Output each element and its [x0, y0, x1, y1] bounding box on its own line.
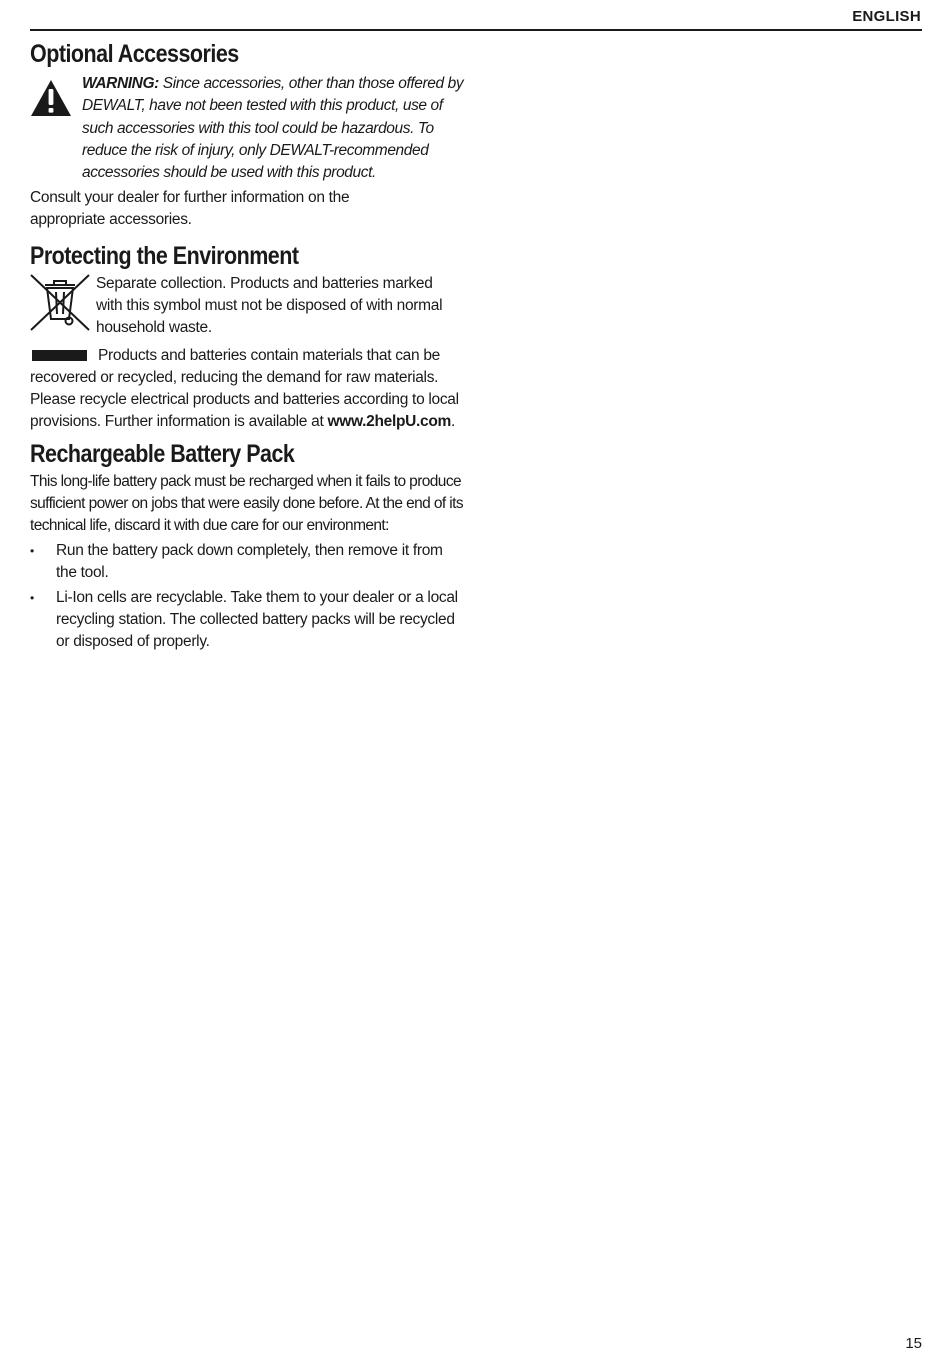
warning-block [30, 73, 466, 184]
website-link[interactable]: www.2helpU.com [327, 413, 452, 430]
recycle-text-main: Products and batteries contain materials that can be recovered or recycled, reducing the demand for raw materials. Please recycle electrical products and batteries according to local provisions. Further information is available at [30, 347, 459, 430]
warning-body: Since accessories, other than those offered by DEWALT, have not been tested with this product, use of such accessories with this tool could be hazardous. To reduce the risk of injury, only DEWALT-recommended accessories should be used with this product. [82, 75, 464, 182]
section-title-environment: Protecting the Environment [30, 242, 299, 270]
list-item: • Li-Ion cells are recyclable. Take them to your dealer or a local recycling station. The collected battery packs will be recycled or disposed of properly. [30, 587, 466, 653]
crossed-bin-icon [30, 273, 96, 339]
section-title-battery: Rechargeable Battery Pack [30, 440, 295, 468]
section-optional-accessories [30, 40, 466, 231]
accessories-consult-text: Consult your dealer for further information on the appropriate accessories. [30, 189, 350, 229]
page-number: 15 [905, 1335, 922, 1352]
battery-bullet-list [30, 540, 466, 653]
warning-label: WARNING: [82, 75, 159, 92]
warning-text [82, 73, 466, 184]
warning-triangle-icon [30, 73, 82, 184]
separate-collection-block [30, 273, 466, 339]
black-bar-symbol [32, 350, 87, 361]
section-title-accessories: Optional Accessories [30, 40, 239, 68]
battery-intro-text: This long-life battery pack must be recharged when it fails to produce sufficient power on jobs that were easily done before. At the end of its technical life, discard it with due care for our environment: [30, 473, 464, 534]
section-protecting-environment [30, 242, 466, 433]
header-language: ENGLISH [852, 8, 921, 25]
list-item: • Run the battery pack down completely, then remove it from the tool. [30, 540, 466, 584]
recycle-text-end: . [451, 413, 456, 430]
header-rule [30, 29, 922, 31]
separate-collection-text: Separate collection. Products and batteries marked with this symbol must not be disposed of with normal household waste. [96, 275, 443, 336]
recycle-text [30, 345, 466, 433]
section-rechargeable-battery [30, 440, 466, 653]
